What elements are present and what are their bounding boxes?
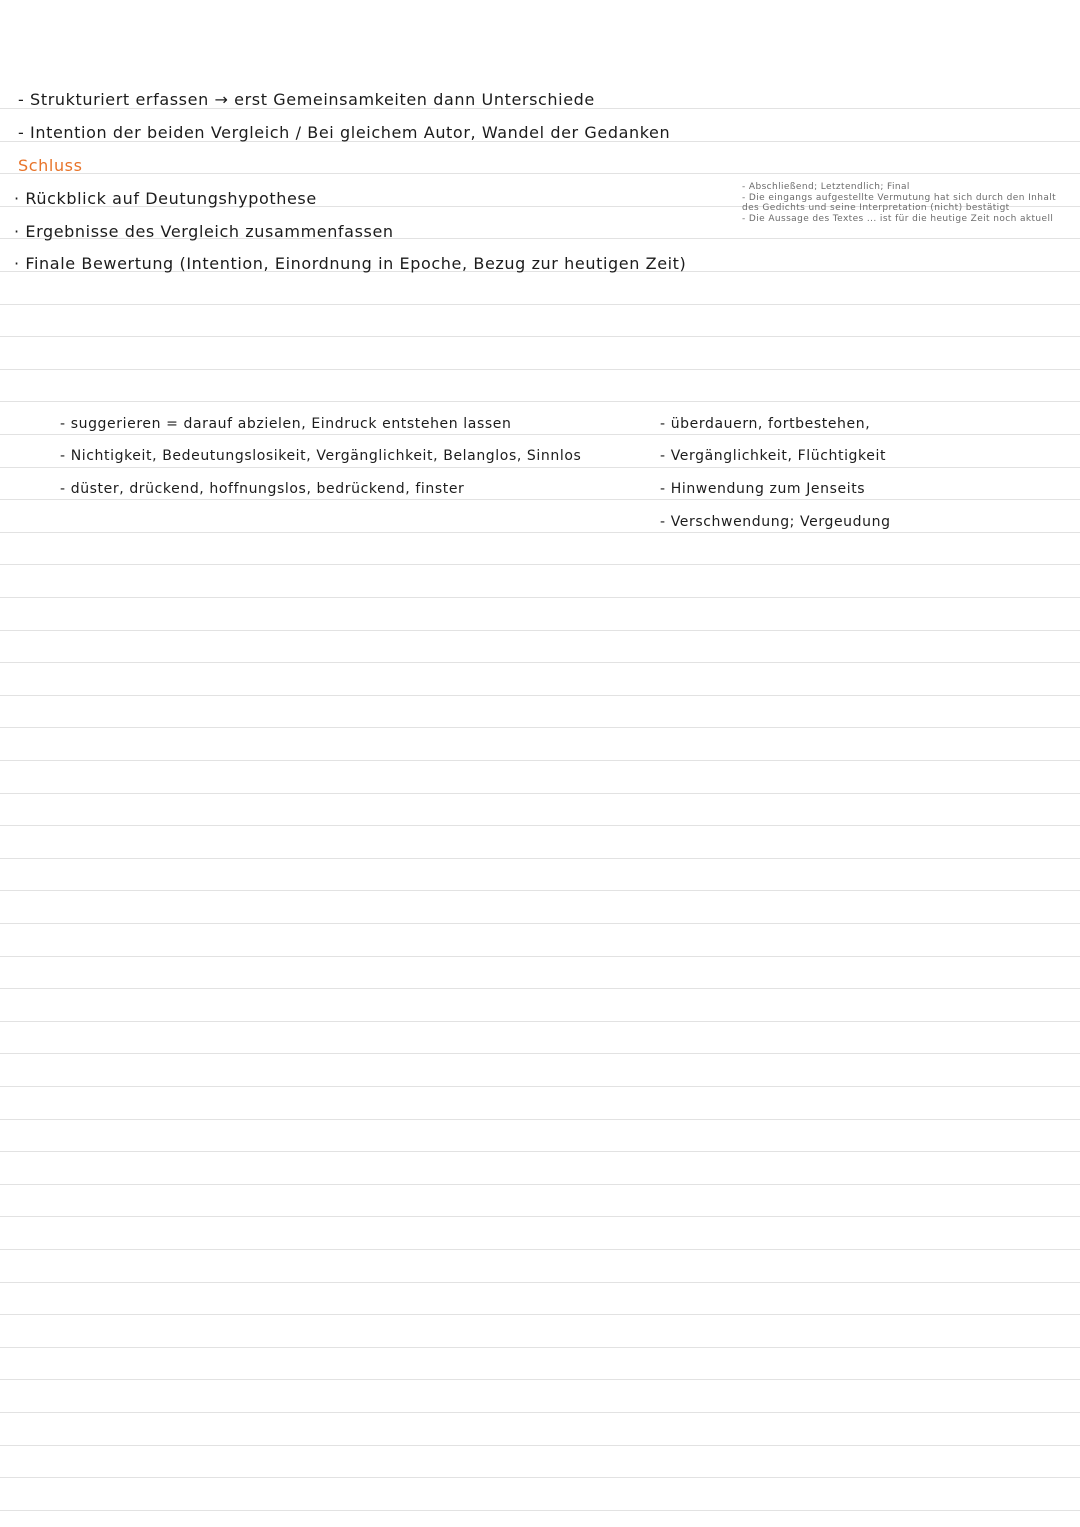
ruled-line [0,1249,1080,1250]
ruled-line [0,1151,1080,1152]
vocab-left-item: - suggerieren = darauf abzielen, Eindruck entstehen lassen [60,416,512,432]
ruled-line [0,336,1080,337]
ruled-line [0,1347,1080,1348]
bullet-ergebnisse: · Ergebnisse des Vergleich zusammenfassen [14,222,394,241]
ruled-line [0,1021,1080,1022]
ruled-line [0,597,1080,598]
margin-note-line: - Die Aussage des Textes ... ist für die heutige Zeit noch aktuell [742,213,1054,224]
bullet-finale-bewertung: · Finale Bewertung (Intention, Einordnung in Epoche, Bezug zur heutigen Zeit) [14,254,687,273]
note-line-intention: - Intention der beiden Vergleich / Bei gleichem Autor, Wandel der Gedanken [18,123,671,142]
ruled-line [0,564,1080,565]
ruled-line [0,304,1080,305]
margin-note [742,182,1072,224]
ruled-line [0,1477,1080,1478]
ruled-line [0,499,1080,500]
ruled-line [0,1314,1080,1315]
vocab-left-item: - Nichtigkeit, Bedeutungslosikeit, Vergänglichkeit, Belanglos, Sinnlos [60,448,582,464]
ruled-line [0,369,1080,370]
margin-note-line: - Abschließend; Letztendlich; Final [742,182,910,192]
ruled-line [0,1184,1080,1185]
ruled-line [0,727,1080,728]
ruled-line [0,1412,1080,1413]
margin-note-line: - Die eingangs aufgestellte Vermutung hat sich durch den Inhalt des Gedichts und seine Interpretation (nicht) bestätigt [742,192,1057,213]
ruled-line [0,793,1080,794]
ruled-line [0,988,1080,989]
ruled-line [0,630,1080,631]
ruled-line [0,662,1080,663]
vocab-right-item: - überdauern, fortbestehen, [660,416,871,432]
ruled-line [0,923,1080,924]
vocab-right-item: - Hinwendung zum Jenseits [660,481,866,497]
vocab-right-item: - Vergänglichkeit, Flüchtigkeit [660,448,887,464]
section-heading-schluss: Schluss [18,156,83,175]
ruled-line [0,1282,1080,1283]
note-line-structure: - Strukturiert erfassen → erst Gemeinsamkeiten dann Unterschiede [18,90,595,109]
ruled-line [0,890,1080,891]
ruled-line [0,760,1080,761]
vocab-right-item: - Verschwendung; Vergeudung [660,514,891,530]
ruled-line [0,1510,1080,1511]
ruled-line [0,1379,1080,1380]
ruled-line [0,858,1080,859]
ruled-line [0,1053,1080,1054]
ruled-line [0,467,1080,468]
ruled-line [0,434,1080,435]
ruled-line [0,825,1080,826]
ruled-line [0,401,1080,402]
ruled-line [0,1216,1080,1217]
bullet-rueckblick: · Rückblick auf Deutungshypothese [14,189,317,208]
vocab-left-item: - düster, drückend, hoffnungslos, bedrückend, finster [60,481,465,497]
ruled-line [0,532,1080,533]
ruled-line [0,695,1080,696]
ruled-line [0,956,1080,957]
ruled-line [0,1086,1080,1087]
ruled-line [0,173,1080,174]
ruled-line [0,1119,1080,1120]
ruled-line [0,1445,1080,1446]
